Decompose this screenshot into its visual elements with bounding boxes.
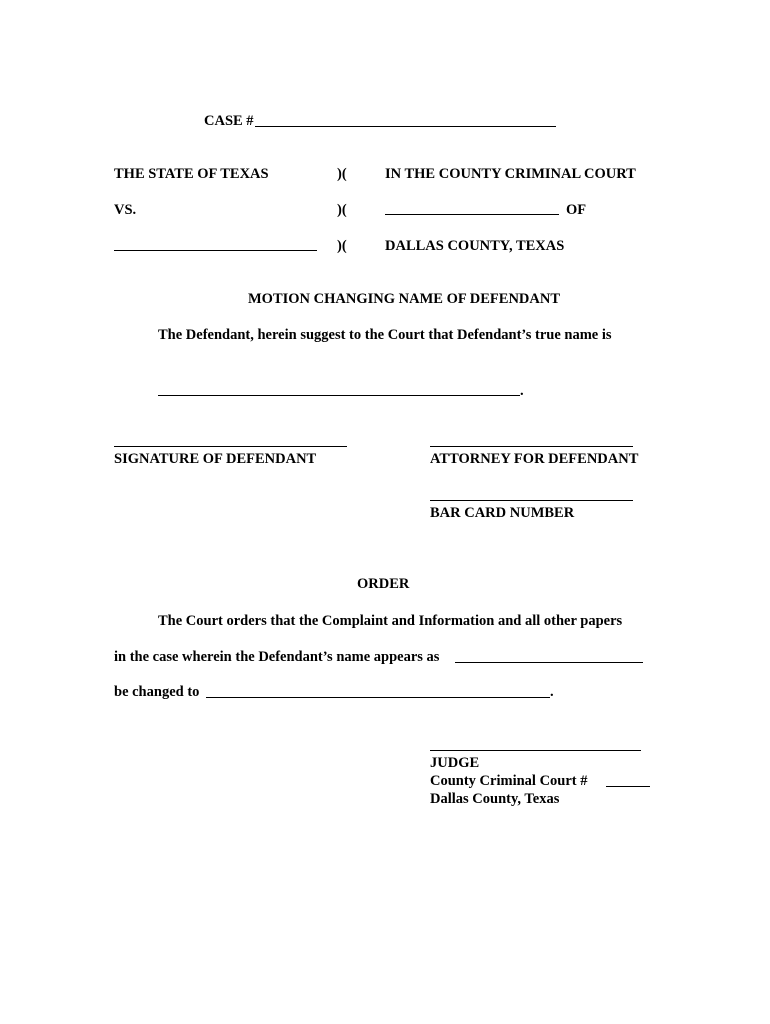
- caption-divider-3: )(: [337, 238, 347, 254]
- new-name-period: .: [550, 684, 554, 700]
- motion-statement: The Defendant, herein suggest to the Court that Defendant’s true name is: [158, 327, 612, 343]
- attorney-signature-line[interactable]: [430, 446, 633, 447]
- order-text-line-1: The Court orders that the Complaint and Information and all other papers: [158, 613, 623, 629]
- current-name-field[interactable]: [455, 662, 643, 663]
- defendant-name-field[interactable]: [114, 250, 317, 251]
- caption-divider-2: )(: [337, 202, 347, 218]
- order-text-line-2: in the case wherein the Defendant’s name appears as: [114, 649, 440, 665]
- court-number-label: County Criminal Court #: [430, 773, 588, 789]
- new-name-field[interactable]: [206, 697, 550, 698]
- bar-card-number-line[interactable]: [430, 500, 633, 501]
- motion-title: MOTION CHANGING NAME OF DEFENDANT: [248, 291, 561, 307]
- caption-court-of: OF: [566, 202, 587, 218]
- court-number-field[interactable]: [385, 214, 559, 215]
- defendant-signature-label: SIGNATURE OF DEFENDANT: [114, 451, 317, 467]
- true-name-period: .: [520, 383, 524, 399]
- judge-title: JUDGE: [430, 755, 480, 771]
- county-label: Dallas County, Texas: [430, 791, 560, 807]
- caption-versus: VS.: [114, 202, 137, 218]
- bar-card-number-label: BAR CARD NUMBER: [430, 505, 575, 521]
- court-number-line[interactable]: [606, 786, 650, 787]
- caption-court: IN THE COUNTY CRIMINAL COURT: [385, 166, 636, 182]
- judge-signature-line[interactable]: [430, 750, 641, 751]
- order-title: ORDER: [357, 576, 410, 592]
- defendant-signature-line[interactable]: [114, 446, 347, 447]
- caption-county: DALLAS COUNTY, TEXAS: [385, 238, 565, 254]
- true-name-field[interactable]: [158, 395, 520, 396]
- case-number-label: CASE #: [204, 113, 254, 129]
- caption-divider-1: )(: [337, 166, 347, 182]
- caption-plaintiff: THE STATE OF TEXAS: [114, 166, 269, 182]
- case-number-field[interactable]: [255, 126, 556, 127]
- attorney-signature-label: ATTORNEY FOR DEFENDANT: [430, 451, 639, 467]
- order-text-line-3: be changed to: [114, 684, 200, 700]
